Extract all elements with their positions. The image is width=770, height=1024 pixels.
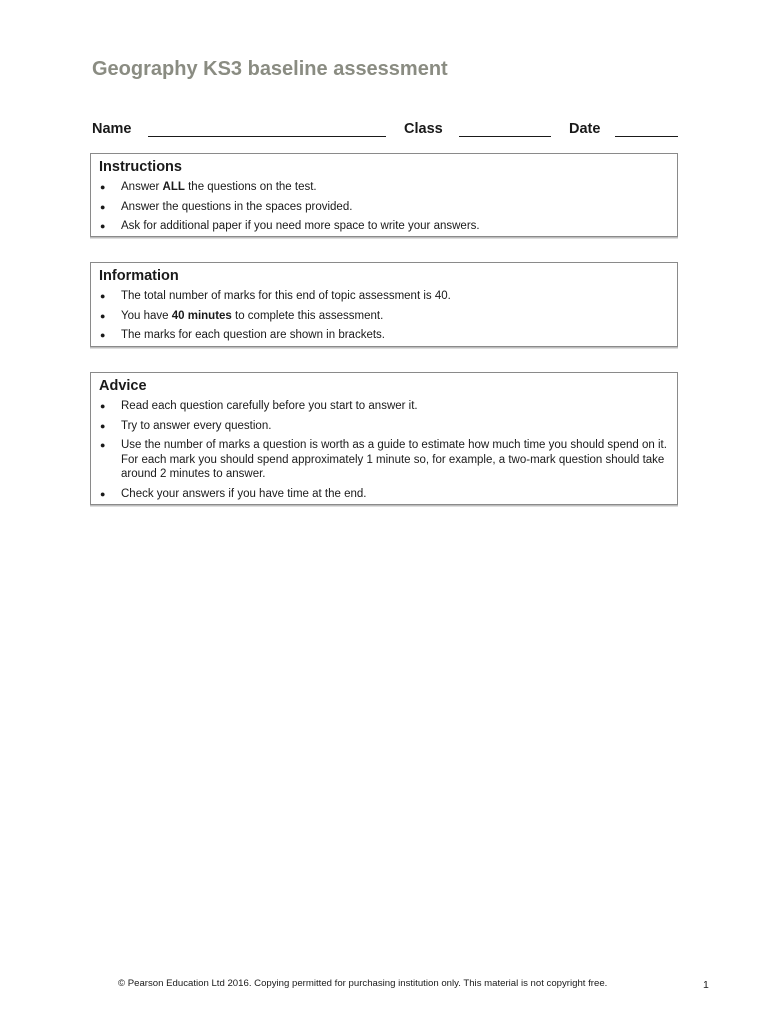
list-item: ● Ask for additional paper if you need more space to write your answers.	[100, 220, 480, 233]
list-item: ● Check your answers if you have time at the end.	[100, 488, 367, 501]
list-item: ● You have 40 minutes to complete this assessment.	[100, 309, 384, 322]
bullet-icon: ●	[100, 310, 106, 321]
student-details-row	[92, 121, 680, 141]
page-number: 1	[703, 979, 709, 991]
class-field-line[interactable]	[459, 136, 551, 137]
list-item: ● The total number of marks for this end of topic assessment is 40.	[100, 290, 451, 302]
bullet-icon: ●	[100, 201, 106, 212]
name-field-line[interactable]	[148, 136, 386, 137]
bullet-icon: ●	[100, 420, 106, 431]
copyright-footer: © Pearson Education Ltd 2016. Copying permitted for purchasing institution only. This material is not copyright free.	[118, 978, 608, 989]
bullet-icon: ●	[100, 182, 106, 192]
instructions-list	[99, 180, 669, 234]
date-field-line[interactable]	[615, 136, 678, 137]
information-box	[90, 262, 678, 347]
document-title: Geography KS3 baseline assessment	[92, 58, 448, 80]
information-heading: Information	[99, 268, 179, 284]
advice-list	[99, 399, 669, 502]
list-item: ● Answer the questions in the spaces provided.	[100, 200, 353, 213]
list-item: ● Use the number of marks a question is worth as a guide to estimate how much time you should spend on it. For each mark you should spend approximately 1 minute so, for example, a two-mark question should take around 2 minutes to answer.	[100, 439, 667, 481]
instructions-heading: Instructions	[99, 159, 182, 175]
bullet-icon: ●	[100, 330, 106, 341]
advice-heading: Advice	[99, 378, 147, 394]
name-label: Name	[92, 121, 132, 137]
instructions-box	[90, 153, 678, 237]
list-item: ● Read each question carefully before you start to answer it.	[100, 400, 418, 412]
list-item: ● Try to answer every question.	[100, 419, 272, 432]
bullet-icon: ●	[100, 489, 106, 500]
bullet-icon: ●	[100, 291, 106, 301]
bullet-icon: ●	[100, 440, 106, 451]
bullet-icon: ●	[100, 221, 106, 232]
information-list	[99, 289, 669, 343]
class-label: Class	[404, 121, 443, 137]
advice-box	[90, 372, 678, 505]
bullet-icon: ●	[100, 401, 106, 411]
list-item: ● The marks for each question are shown in brackets.	[100, 329, 385, 342]
list-item: ● Answer ALL the questions on the test.	[100, 181, 317, 193]
date-label: Date	[569, 121, 601, 137]
